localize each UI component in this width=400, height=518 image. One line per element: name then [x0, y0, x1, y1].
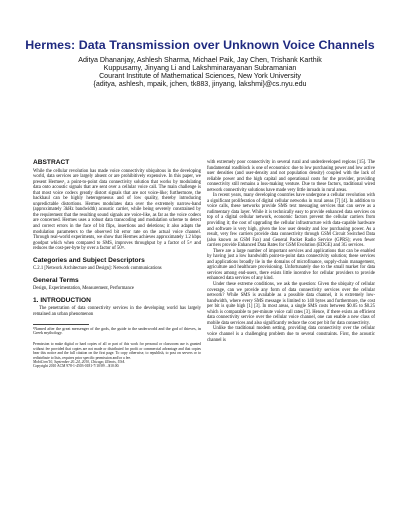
footnote-divider	[33, 324, 89, 325]
author-emails: {aditya, ashlesh, mpaik, jchen, tk883, jinyang, lakshmi}@cs.nyu.edu	[93, 80, 307, 89]
intro-paragraph-1: with extremely poor connectivity in several rural and underdeveloped regions [15]. The fundamental roadblock is one of economics: due to low purchasing power and low active user densities (and user-density and not population density) coupled with the lack of reliable power and the high capital and operational costs for the provider, providing connectivity still remains a loss-making venture. Due to these factors, traditional wired network connectivity solutions have made very little inroads in rural areas.	[207, 160, 375, 193]
copyright-block	[33, 342, 201, 368]
affiliation: Courant Institute of Mathematical Sciences, New York University	[99, 72, 301, 81]
paper-title: Hermes: Data Transmission over Unknown Voice Channels	[25, 38, 375, 52]
conference-line: MobiCom'10, September 20–24, 2010, Chicago, Illinois, USA.	[33, 360, 126, 365]
intro-paragraph-2: In recent years, many developing countries have undergone a cellular revolution with a significant proliferation of digital cellular networks in rural areas [7] [4]. In addition to voice calls, these networks provide SMS text messaging services that can serve as a rudimentary data layer. While it is technically easy to provide enhanced data services on top of a digital cellular network, economic factors prevent the cellular carriers from providing it; the cost of upgrading the cellular infrastructure with data-capable hardware and software is very high, given the low user density and low purchasing power. As a result, very few carriers provide data connectivity through GSM Circuit Switched Data (also known as GSM Fax) and General Packet Radio Service (GPRS); even fewer carriers provide Enhanced Data Rates for GSM Evolution (EDGE) and 3G services.	[207, 193, 375, 249]
permission-notice: Permission to make digital or hard copies of all or part of this work for personal or classroom use is granted without fee provided that copies are not made or distributed for profit or commercial advantage and that copies bear this notice and the full citation on the first page. To copy otherwise, to republish, to post on servers or to redistribute to lists, requires prior specific permission and/or a fee.	[33, 342, 201, 360]
general-terms-text: Design, Experimentation, Measurement, Performance	[33, 286, 135, 292]
categories-heading: Categories and Subject Descriptors	[33, 256, 145, 264]
copyright-line: Copyright 2010 ACM 978-1-4503-0181-7/10/09 ...$10.00.	[33, 364, 120, 369]
intro-paragraph-5: Unlike the traditional modem setting, providing data connectivity over the cellular voice channel is a challenging problem due to several constraints. First, the acoustic channel is	[207, 326, 375, 343]
introduction-text: The penetration of data connectivity services in the developing world has largely remained an urban phenomenon	[33, 306, 201, 318]
author-names-line-2: Kuppusamy, Jinyang Li and Lakshminarayanan Subramanian	[103, 64, 297, 73]
footnote: ¹Named after the great messenger of the gods, the guide to the underworld and the god of thieves, in Greek mythology.	[33, 325, 201, 336]
left-column	[33, 160, 201, 369]
author-block	[0, 56, 400, 88]
abstract-heading: ABSTRACT	[33, 159, 70, 166]
intro-paragraph-3: There are a large number of important services and applications that can be enabled by having just a low bandwidth point-to-point data connectivity solution; these services and applications broadly lie in the domains of microfinance, supply-chain management, agriculture and healthcare provisioning. Unfortunately due to the small market for data services among end-users, there exists little incentive for cellular providers to provide enhanced data services of any kind.	[207, 248, 375, 282]
introduction-heading: 1. INTRODUCTION	[33, 296, 91, 304]
author-names-line-1: Aditya Dhananjay, Ashlesh Sharma, Michael Paik, Jay Chen, Trishank Karthik	[78, 56, 322, 64]
intro-paragraph-4: Under these extreme conditions, we ask the question: Given the ubiquity of cellular coverage, can we provide any form of data connectivity services over the cellular network? While SMS is available as a possible data channel, it is extremely low-bandwidth, where every SMS message is limited to 140 bytes and furthermore, the cost per bit is quite high [1] [3]. In most areas, a single SMS costs between $0.05 to $0.25 which is comparable to per-minute voice call rates [3]. Hence, if there exists an efficient data connectivity service over the cellular voice channel, one can enable a new class of mobile data services and also significantly reduce the cost per bit for data connectivity.	[207, 282, 375, 326]
general-terms-heading: General Terms	[33, 276, 79, 284]
categories-text: C.2.1 [Network Architecture and Design]: Network communications	[33, 266, 162, 272]
abstract-text: While the cellular revolution has made voice connectivity ubiquitous in the developing world, data services are largely absent or are prohibitively expensive. In this paper, we present Hermes¹, a point-to-point data connectivity solution that works by modulating data onto acoustic signals that are sent over a cellular voice call. The main challenge is that most voice codecs greatly distort signals that are not voice-like; furthermore, the backhaul can be highly heterogeneous and of low quality, thereby introducing unpredictable distortions. Hermes modulates data over the extremely narrow-band (approximately 3kHz bandwidth) acoustic carrier, while being severely constrained by the requirement that the resulting sound signals are voice-like, as far as the voice codecs are concerned. Hermes uses a robust data transcoding and modulation scheme to detect and correct errors in the face of bit flips, insertions and deletions; it also adapts the modulation parameters to the observed bit error rate on the actual voice channel. Through real-world experiments, we show that Hermes achieves approximately 1.2 kbps goodput which when compared to SMS, improves throughput by a factor of 5× and reduces the cost-per-byte by over a factor of 50×.	[33, 168, 201, 252]
right-column	[207, 160, 375, 343]
